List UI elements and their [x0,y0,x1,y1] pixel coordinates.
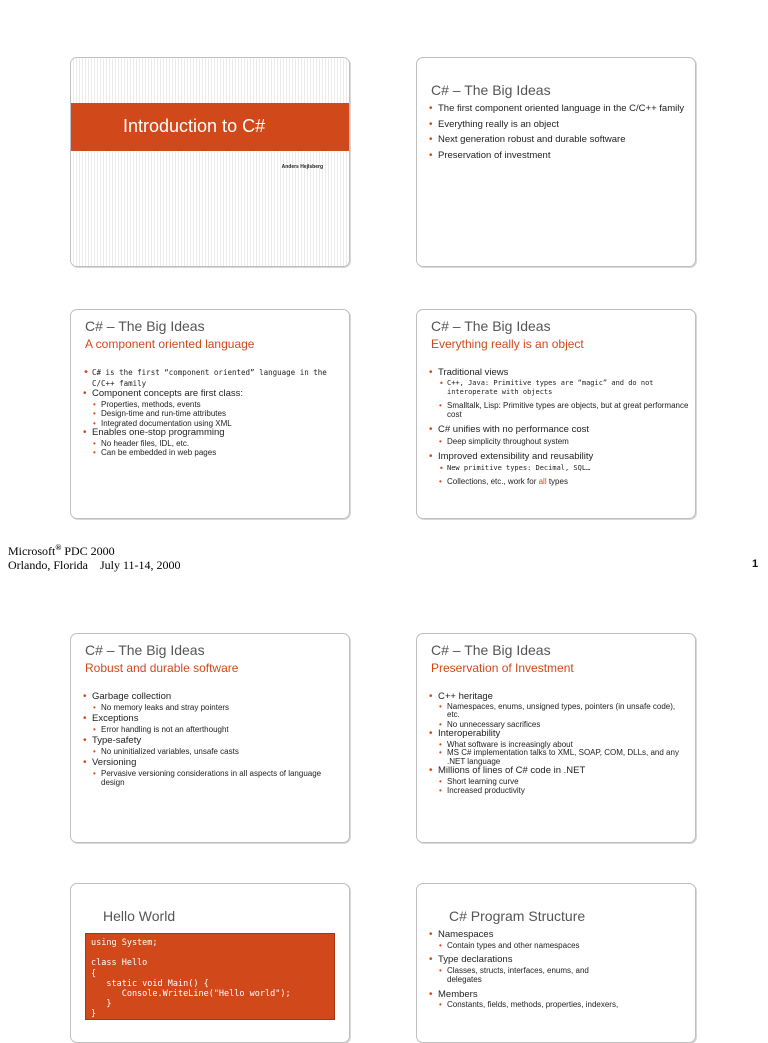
list-item: • Members [429,990,689,1001]
list-item: • C# unifies with no performance cost [429,425,689,436]
list-item: • The first component oriented language in the C/C++ family [429,104,689,115]
list-item: • Versioning [83,758,343,769]
bullet-list [429,930,689,1010]
slide-program-structure [416,883,696,1043]
author-name: Anders Hejlsberg [281,164,323,170]
list-subitem: • No uninitialized variables, unsafe casts [83,747,343,757]
list-item: • Type-safety [83,736,343,747]
page-number: 1 [752,558,759,570]
list-subitem: • Smalltalk, Lisp: Primitive types are objects, but at great performance cost [429,401,689,420]
list-item: • Improved extensibility and reusability [429,452,689,463]
list-subitem: • Contain types and other namespaces [429,941,689,951]
list-item: • Type declarations [429,955,689,966]
highlight-text: all [538,476,547,486]
slide-title [70,57,350,267]
slide-heading: C# – The Big Ideas [85,642,205,658]
list-subitem: • Namespaces, enums, unsigned types, pointers (in unsafe code), etc. [429,703,689,720]
slide-component-oriented [70,309,350,519]
text-segment: types [546,476,568,486]
footer-line-2: Orlando, Florida July 11-14, 2000 [8,558,181,572]
list-item: • Exceptions [83,714,343,725]
list-subitem: • Classes, structs, interfaces, enums, and delegates [429,966,617,985]
registered-mark: ® [55,543,62,552]
footer-event: PDC 2000 [61,544,115,558]
slide-robust-software [70,633,350,843]
bullet-list [429,692,689,796]
list-item: • Traditional views [429,368,689,379]
list-subitem: • Short learning curve [429,777,689,787]
code-text: using System; class Hello { static void Main() { Console.WriteLine("Hello world"); } } [91,938,291,1020]
list-item: • Preservation of investment [429,151,689,162]
list-item: • C++ heritage [429,692,689,703]
list-subitem: • No header files, IDL, etc. [83,439,343,449]
list-item: • Everything really is an object [429,120,689,131]
slide-subheading: A component oriented language [85,337,255,351]
list-subitem: • Can be embedded in web pages [83,448,343,458]
list-subitem: • C++, Java: Primitive types are “magic” and do not interoperate with objects [429,379,689,398]
list-item: • Enables one-stop programming [83,428,343,439]
list-subitem: • Error handling is not an afterthought [83,725,343,735]
slide-subheading: Preservation of Investment [431,661,574,675]
list-item: • Interoperability [429,729,689,740]
striped-background [71,58,349,266]
list-subitem: • Deep simplicity throughout system [429,437,689,447]
bullet-list [429,368,689,486]
slide-title-text: Introduction to C# [123,116,266,136]
list-subitem: • Properties, methods, events [83,400,343,410]
slide-heading: C# Program Structure [449,908,586,924]
title-bar [71,103,349,151]
list-subitem: • MS C# implementation talks to XML, SOAP, COM, DLLs, and any .NET language [429,749,689,766]
list-subitem: • What software is increasingly about [429,740,689,750]
slide-subheading: Everything really is an object [431,337,584,351]
slide-preservation-investment [416,633,696,843]
list-subitem: • Increased productivity [429,786,689,796]
code-block [85,933,335,1020]
list-subitem: • No unnecessary sacrifices [429,720,689,730]
list-subitem [429,477,689,487]
bullet-list [429,104,689,161]
slide-hello-world [70,883,350,1043]
slide-subheading: Robust and durable software [85,661,239,675]
slide-big-ideas [416,57,696,267]
list-item: • Millions of lines of C# code in .NET [429,766,689,777]
slide-heading: C# – The Big Ideas [431,642,551,658]
footer-company: Microsoft [8,544,56,558]
list-subitem: • Constants, fields, methods, properties, indexers, [429,1000,689,1010]
slide-everything-object [416,309,696,519]
slide-heading: C# – The Big Ideas [431,82,551,98]
footer-line-1 [8,543,115,559]
list-subitem: • New primitive types: Decimal, SQL… [429,464,689,474]
list-item: • Namespaces [429,930,689,941]
bullet-list [83,368,343,458]
list-item: • C# is the first “component oriented” language in the C/C++ family [83,368,343,389]
list-item: • Garbage collection [83,692,343,703]
bullet-list [83,692,343,788]
list-subitem: • No memory leaks and stray pointers [83,703,343,713]
slide-heading: C# – The Big Ideas [431,318,551,334]
slide-heading: C# – The Big Ideas [85,318,205,334]
list-item: • Component concepts are first class: [83,389,343,400]
text-segment: Collections, etc., work for [447,476,539,486]
list-subitem: • Pervasive versioning considerations in all aspects of language design [83,769,343,788]
list-item: • Next generation robust and durable software [429,135,689,146]
slide-heading: Hello World [103,908,176,924]
list-subitem: • Integrated documentation using XML [83,419,343,429]
list-subitem: • Design-time and run-time attributes [83,409,343,419]
